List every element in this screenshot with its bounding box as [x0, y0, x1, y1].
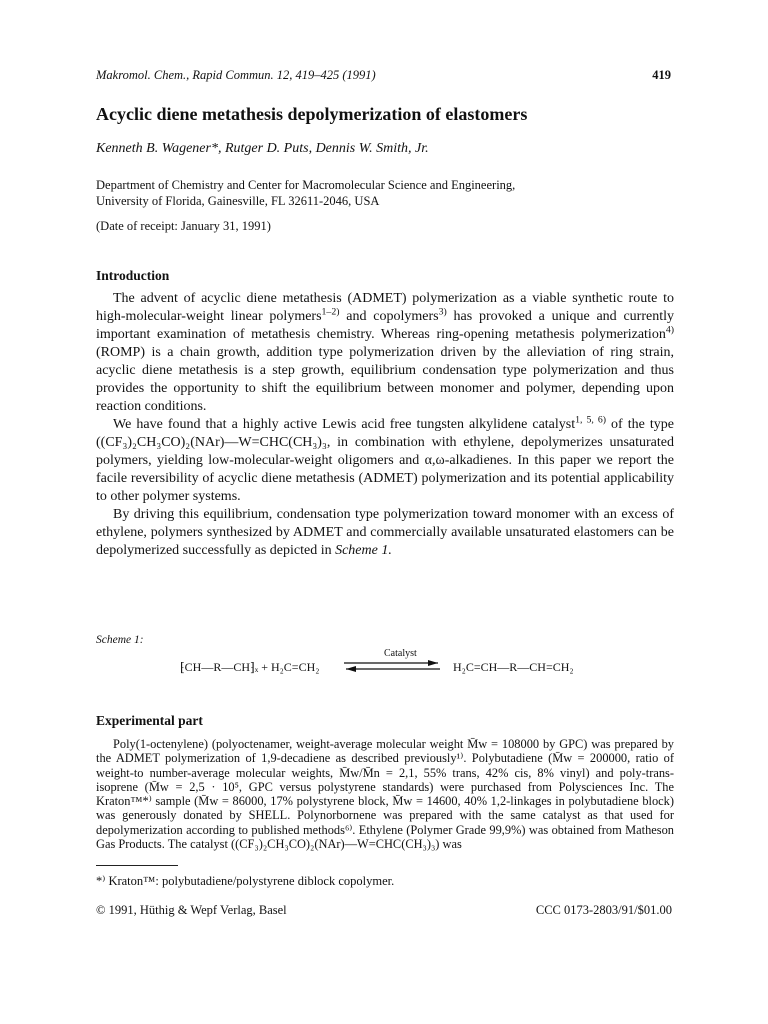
scheme-catalyst-label: Catalyst [384, 648, 417, 659]
text-run: By driving this equilibrium, condensation type polymerization toward monomer with an excess of ethylene, polymers synthesized by ADMET and commercially available unsaturated elastomers can be depolymerized successfully as depicted in [96, 507, 674, 558]
running-header [96, 68, 671, 83]
affiliation-line: University of Florida, Gainesville, FL 32611-2046, USA [96, 194, 380, 208]
article-title: Acyclic diene metathesis depolymerization of elastomers [96, 104, 528, 124]
ccc-code: CCC 0173-2803/91/$01.00 [535, 903, 672, 917]
affiliation-line: Department of Chemistry and Center for Macromolecular Science and Engineering, [96, 178, 516, 192]
text-run: The advent of acyclic diene metathesis (ADMET) polymerization as a viable synthetic route to high-molecular-weight linear polymers [96, 291, 674, 324]
reference: 3) [438, 306, 447, 318]
reference: 1, 5, 6) [575, 414, 606, 426]
equilibrium-arrow-icon [342, 658, 442, 674]
author-list: Kenneth B. Wagener*, Rutger D. Puts, Dennis W. Smith, Jr. [96, 141, 429, 156]
scheme-products: H₂C=CH—R—CH=CH₂ [453, 660, 574, 674]
page-number: 419 [652, 68, 671, 82]
footnote-divider [96, 865, 178, 866]
reference: 4) [665, 324, 674, 336]
journal-citation: Makromol. Chem., Rapid Commun. 12, 419–425 (1991) [96, 68, 376, 82]
text-run: has provoked a unique and currently important examination of metathesis chemistry. Whereas ring-opening metathesis polymerization [96, 309, 674, 342]
receipt-date: (Date of receipt: January 31, 1991) [96, 219, 271, 233]
scheme-reactants: ⁅CH—R—CH⁆ₓ + H₂C=CH₂ [180, 660, 320, 674]
text-run: (ROMP) is a chain growth, addition type polymerization driven by the alleviation of ring strain, acyclic diene metathesis is a step growth, equilibrium condensation type polymerization and thus provides the opportunity to shift the equilibrium between monomer and polymer, depending upon reaction conditions. [96, 345, 674, 414]
copyright-line: © 1991, Hüthig & Wepf Verlag, Basel [96, 903, 287, 917]
scheme-reference: Scheme 1. [335, 543, 392, 558]
experimental-body [96, 737, 674, 851]
introduction-body [96, 290, 674, 560]
scheme-label: Scheme 1: [96, 634, 144, 646]
text-run: We have found that a highly active Lewis acid free tungsten alkylidene catalyst [113, 417, 576, 432]
footnote: *⁾ Kraton™: polybutadiene/polystyrene diblock copolymer. [96, 874, 395, 888]
section-heading-experimental: Experimental part [96, 713, 203, 728]
reaction-scheme [180, 648, 620, 688]
section-heading-introduction: Introduction [96, 268, 170, 283]
reference: 1–2) [321, 306, 340, 318]
paragraph [96, 506, 674, 560]
text-run: and copolymers [339, 309, 439, 324]
paragraph [96, 416, 674, 506]
affiliation [96, 177, 671, 209]
paragraph [96, 290, 674, 416]
text-run: of the type ((CF₃)₂CH₃CO)₂(NAr)—W=CHC(CH₃)₃, in combination with ethylene, depolymerizes unsaturated polymers, yielding low-molecular-weight oligomers and α,ω-alkadienes. In this paper we report the facile reversibility of acyclic diene metathesis (ADMET) polymerization and its potential applicability to other polymer systems. [96, 417, 674, 504]
paragraph: Poly(1-octenylene) (polyoctenamer, weight-average molecular weight M̄w = 108000 by GPC) was prepared by the ADMET polymerization of 1,9-decadiene as described previously¹⁾. Polybutadiene (M̄w = 200000, ratio of weight-to number-average molecular weights, M̄w/M̄n = 2,1, 55% trans, 42% cis, 8% vinyl) and poly-trans-isoprene (M̄w = 2,5 · 10⁵, GPC versus polystyrene standards) were purchased from Polysciences Inc. The Kraton™*⁾ sample (M̄w = 86000, 17% polystyrene block, M̄w = 14600, 40% 1,2-linkages in polybutadiene block) was generously donated by SHELL. Polynorbornene was prepared with the same catalyst as that used for depolymerization according to published methods⁶⁾. Ethylene (Polymer Grade 99,9%) was obtained from Matheson Gas Products. The catalyst ((CF₃)₂CH₃CO)₂(NAr)—W=CHC(CH₃)₃) was [96, 737, 674, 852]
